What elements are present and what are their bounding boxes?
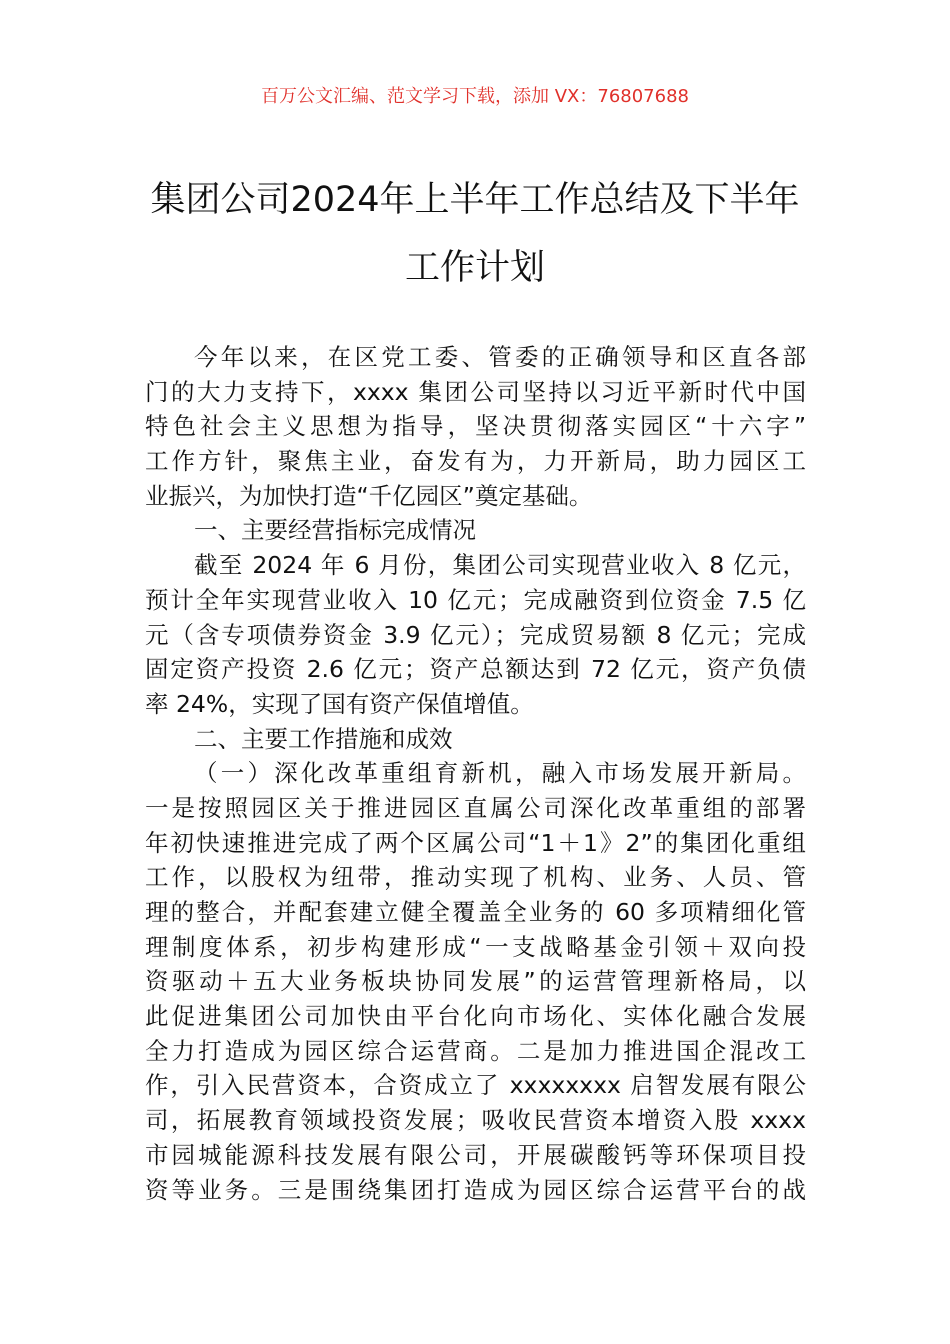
document-body [145, 340, 806, 1207]
body-text-line: 作，引入民营资本，合资成立了 xxxxxxxx 启智发展有限公 [145, 1071, 806, 1100]
body-text-line: 资驱动＋五大业务板块协同发展”的运营管理新格局，以 [145, 967, 806, 996]
body-text-line: 特色社会主义思想为指导，坚决贯彻落实园区“十六字” [145, 412, 806, 441]
body-text-line: 资等业务。三是围绕集团打造成为园区综合运营平台的战 [145, 1175, 806, 1204]
watermark-header: 百万公文汇编、范文学习下载，添加 VX：76807688 [261, 86, 689, 107]
body-text-line: 理制度体系，初步构建形成“一支战略基金引领＋双向投 [145, 932, 806, 961]
body-text-line: 业振兴，为加快打造“千亿园区”奠定基础。 [145, 481, 593, 510]
body-text-line: 全力打造成为园区综合运营商。二是加力推进国企混改工 [145, 1036, 806, 1065]
body-text-line: 截至 2024 年 6 月份，集团公司实现营业收入 8 亿元， [194, 551, 806, 580]
body-text-line: 二、主要工作措施和成效 [194, 724, 453, 753]
body-text-line: 一是按照园区关于推进园区直属公司深化改革重组的部署 [145, 793, 806, 822]
body-text-line: 理的整合，并配套建立健全覆盖全业务的 60 多项精细化管 [145, 898, 806, 926]
body-text-line: 元（含专项债券资金 3.9 亿元）；完成贸易额 8 亿元；完成 [145, 620, 806, 649]
body-text-line: 工作，以股权为纽带，推动实现了机构、业务、人员、管 [145, 863, 806, 892]
body-text-line: 年初快速推进完成了两个区属公司“1＋1》2”的集团化重组 [145, 828, 806, 857]
body-text-line: 今年以来，在区党工委、管委的正确领导和区直各部 [194, 343, 806, 371]
body-text-line: 司，拓展教育领域投资发展；吸收民营资本增资入股 xxxx [145, 1106, 806, 1135]
body-text-line: 门的大力支持下，xxxx 集团公司坚持以习近平新时代中国 [145, 377, 806, 406]
body-text-line: 工作方针，聚焦主业，奋发有为，力开新局，助力园区工 [145, 447, 806, 476]
body-text-line: 一、主要经营指标完成情况 [194, 516, 476, 545]
body-text-line: 率 24%，实现了国有资产保值增值。 [145, 689, 534, 718]
document-title-line-2: 工作计划 [404, 248, 545, 288]
body-text-line: （一）深化改革重组育新机，融入市场发展开新局。 [194, 759, 806, 788]
body-text-line: 预计全年实现营业收入 10 亿元；完成融资到位资金 7.5 亿 [145, 585, 806, 614]
body-text-line: 市园城能源科技发展有限公司，开展碳酸钙等环保项目投 [145, 1140, 806, 1169]
document-title-line-1: 集团公司2024年上半年工作总结及下半年 [150, 180, 800, 220]
body-text-line: 此促进集团公司加快由平台化向市场化、实体化融合发展 [145, 1002, 806, 1031]
body-text-line: 固定资产投资 2.6 亿元；资产总额达到 72 亿元，资产负债 [145, 655, 806, 684]
